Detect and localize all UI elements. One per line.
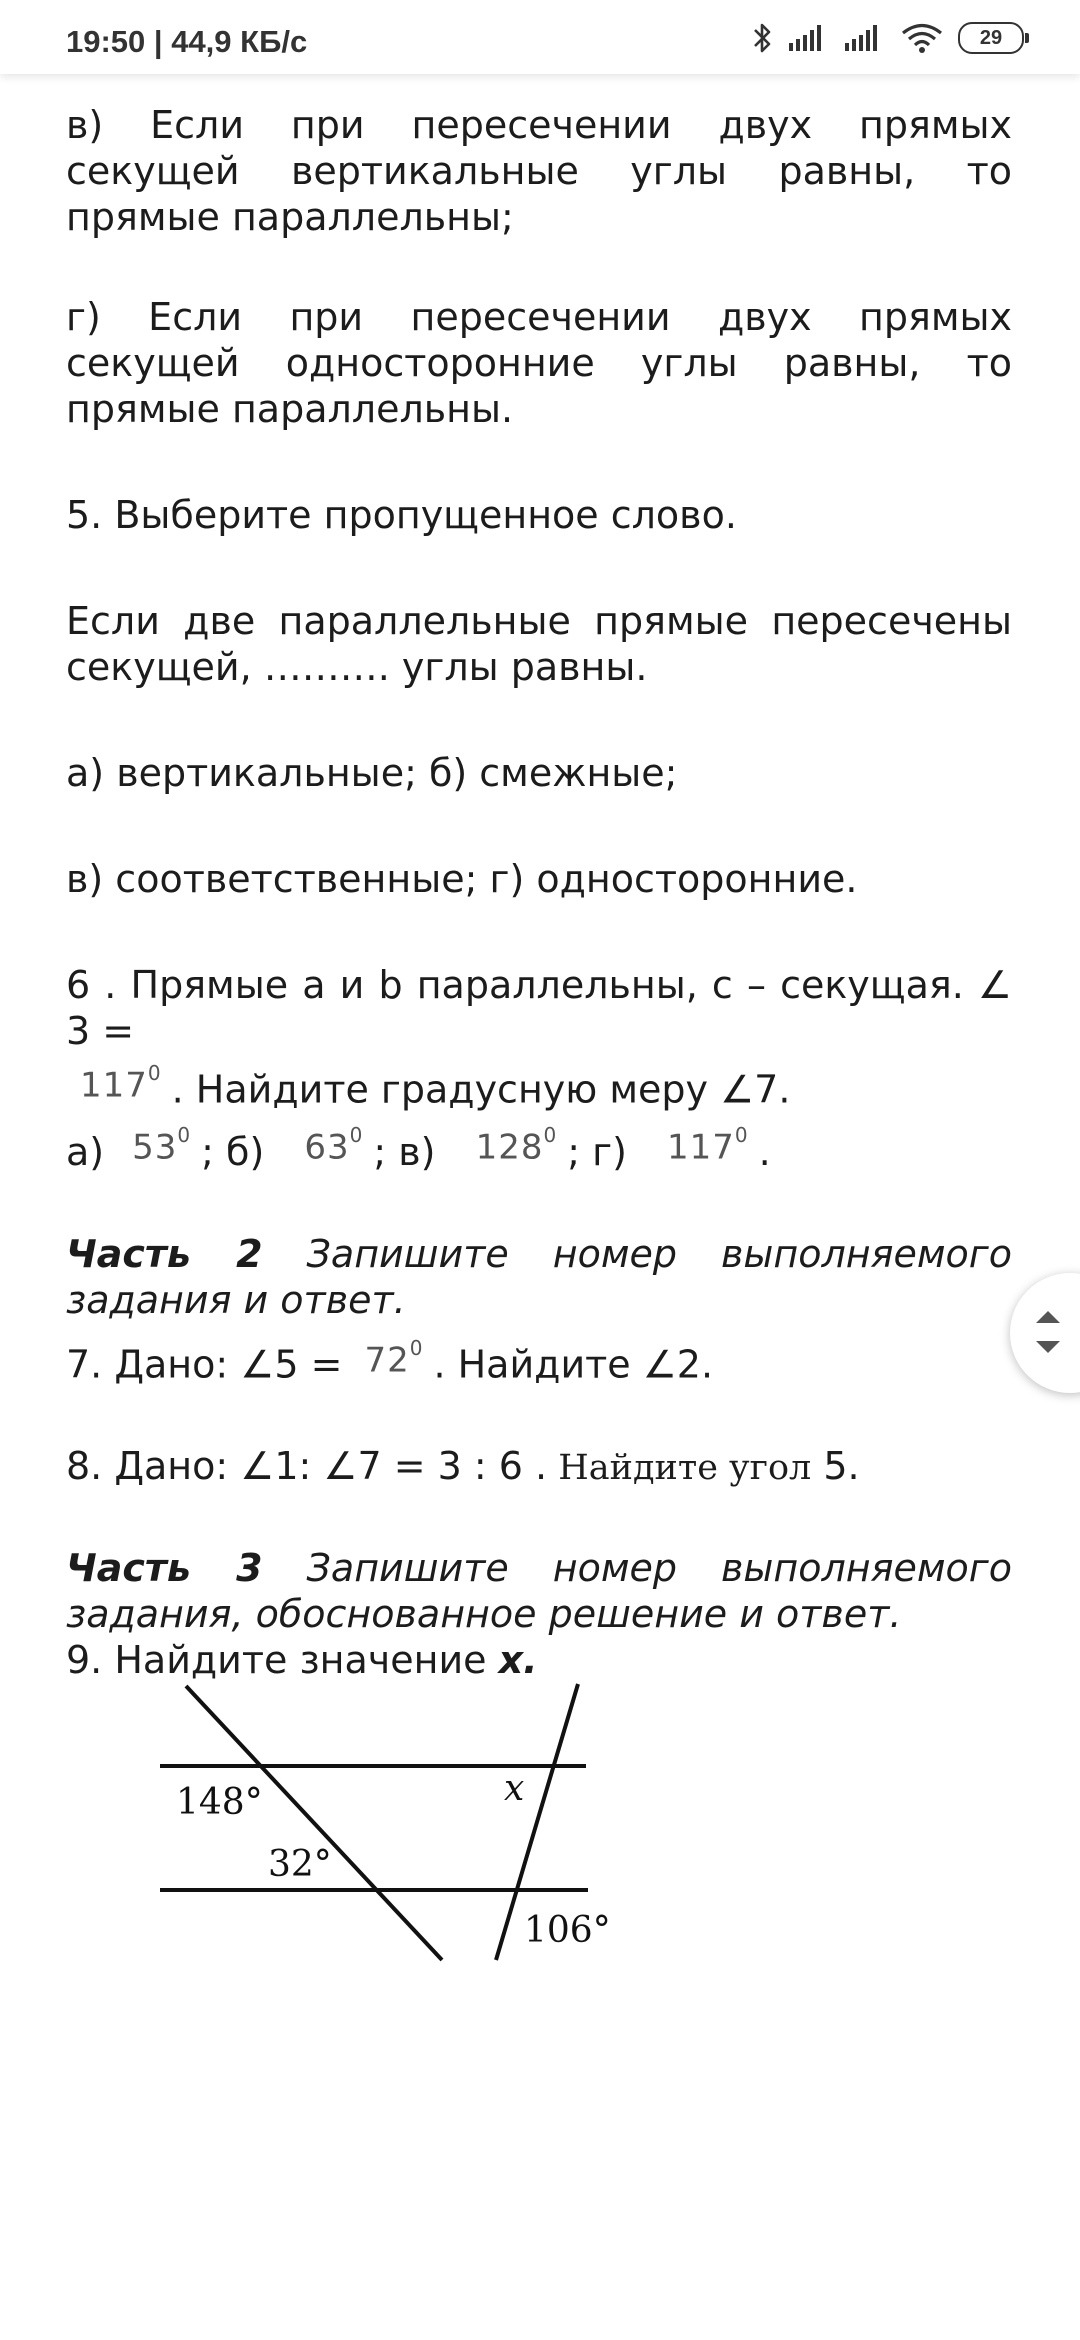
- question-8: 8. Дано: ∠1: ∠7 = 3 : 6 . Найдите угол 5.: [66, 1443, 860, 1488]
- unknown-x-label: x: [504, 1768, 525, 1809]
- question-9: 9. Найдите значение x.: [66, 1637, 538, 1682]
- signal-icon-2: [844, 23, 886, 53]
- item-g: г) Если при пересечении двух прямых секущей односторонние углы равны, то прямые параллельны.: [66, 295, 1012, 431]
- question-5: 5. Выберите пропущенное слово.: [66, 493, 737, 537]
- part-2-heading: Часть 2 Запишите номер выполняемого задания и ответ.: [66, 1231, 1012, 1322]
- question-5-options-vg: в) соответственные; г) односторонние.: [66, 857, 858, 901]
- geometry-figure: [150, 1670, 630, 1970]
- status-icons: [752, 20, 1024, 56]
- angle-148-label: 148°: [176, 1782, 263, 1823]
- question-5-text: Если две параллельные прямые пересечены секущей, ………. углы равны.: [66, 599, 1012, 689]
- option-a: а) $53^0$ ; б): [66, 1123, 265, 1174]
- clock: 19:50: [66, 24, 146, 59]
- angle-106-label: 106°: [524, 1910, 611, 1951]
- network-speed: 44,9 КБ/с: [171, 24, 308, 59]
- part-3-heading: Часть 3 Запишите номер выполняемого задания, обоснованное решение и ответ.: [66, 1545, 1012, 1636]
- battery-icon: 29: [958, 22, 1024, 54]
- document-body: [66, 102, 1012, 1683]
- question-6-line1: 6 . Прямые a и b параллельны, с – секущая. ∠ 3 =: [66, 963, 1012, 1053]
- signal-icon-1: [788, 23, 830, 53]
- bluetooth-icon: [752, 21, 774, 55]
- status-bar: [0, 0, 1080, 74]
- angle-32-label: 32°: [268, 1844, 332, 1885]
- question-6-line2: $117^0$ . Найдите градусную меру ∠7.: [66, 1060, 1012, 1114]
- scroll-button[interactable]: [1010, 1273, 1080, 1393]
- question-5-options-ab: а) вертикальные; б) смежные;: [66, 751, 678, 795]
- option-v: $128^0$ ; г): [475, 1123, 627, 1174]
- option-b: $63^0$ ; в): [304, 1123, 436, 1174]
- question-6-value-image: $117^0$: [80, 1061, 162, 1106]
- option-g: $117^0$ .: [666, 1123, 771, 1174]
- wifi-icon: [900, 22, 944, 54]
- scroll-arrows-icon: [1028, 1303, 1068, 1363]
- item-v: в) Если при пересечении двух прямых секущей вертикальные углы равны, то прямые параллельны;: [66, 103, 1012, 239]
- left-secant-line: [186, 1686, 442, 1960]
- question-6-options: [66, 1122, 1012, 1176]
- question-7: 7. Дано: ∠5 = $72^0$ . Найдите ∠2.: [66, 1335, 714, 1386]
- status-time: 19:50 | 44,9 КБ/с: [66, 24, 308, 59]
